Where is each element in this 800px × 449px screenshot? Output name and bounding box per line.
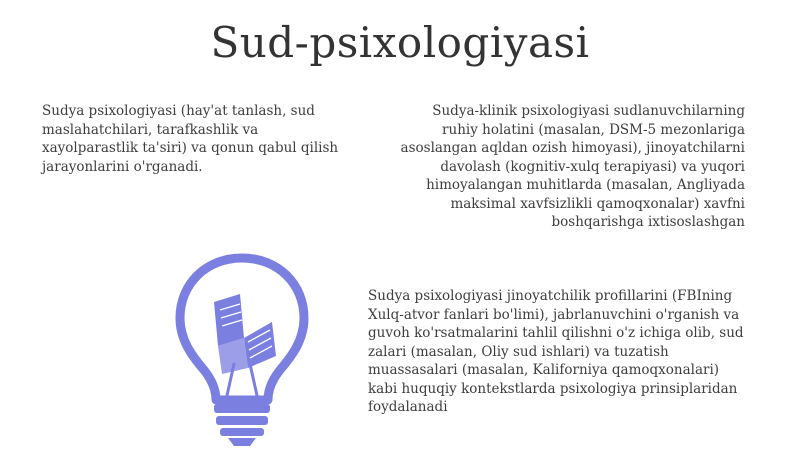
slide-title: Sud-psixologiyasi — [210, 18, 590, 67]
paragraph-left: Sudya psixologiyasi (hay'at tanlash, sud maslahatchilari, tarafkashlik va xayolparastlik ta'siri) va qonun qabul qilish jarayonlarini o'rganadi. — [42, 103, 339, 175]
lightbulb-book-icon — [168, 252, 316, 447]
paragraph-bottom: Sudya psixologiyasi jinoyatchilik profillarini (FBIning Xulq-atvor fanlari bo'limi), jabrlanuvchini o'rganish va guvoh ko'rsatmalarini tahlil qilishni o'z ichiga olib, sud zalari (masalan, Oliy sud ishlari) va tuzatish muassasalari (masalan, Kaliforniya qamoqxonalari) kabi huquqiy kontekstlarda psixologiya prinsiplaridan foydalanadi — [368, 288, 744, 415]
paragraph-right: Sudya-klinik psixologiyasi sudlanuvchilarning ruhiy holatini (masalan, DSM-5 mezonlariga asoslangan aqldan ozish himoyasi), jinoyatchilarni davolash (kognitiv-xulq terapiyasi) va yuqori himoyalangan muhitlarda (masalan, Angliyada maksimal xavfsizlikli qamoqxonalar) xavfni boshqarishga ixtisoslashgan — [400, 103, 745, 230]
